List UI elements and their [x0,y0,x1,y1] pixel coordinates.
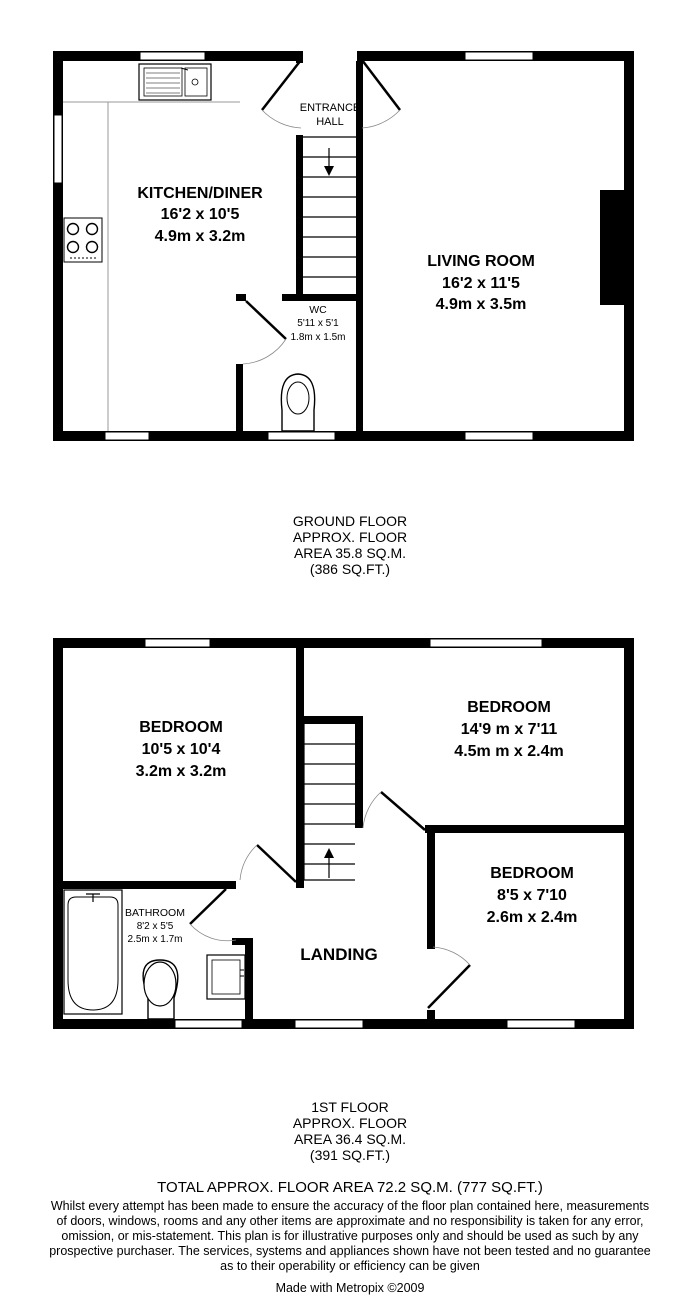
fireplace [600,190,624,305]
landing-label: LANDING [300,945,378,964]
ground-floor-caption-line: (386 SQ.FT.) [309,561,391,577]
basin-icon [207,955,245,999]
kitchen-metric: 4.9m x 3.2m [154,228,246,245]
ground-floor-plan [53,51,634,441]
first-floor-plan [53,638,634,1029]
toilet-icon [281,374,314,431]
wc-label: WC [309,304,327,316]
living-room-imperial: 16'2 x 11'5 [442,275,520,292]
disclaimer-line: of doors, windows, rooms and any other items are approximate and no responsibility is taken for any error, [56,1214,644,1228]
disclaimer [0,1199,700,1274]
bedroom3-metric: 2.6m x 2.4m [486,909,578,926]
bathroom-metric: 2.5m x 1.7m [127,934,183,945]
bathroom-label: BATHROOM [125,907,185,919]
bedroom2-metric: 4.5m m x 2.4m [454,743,564,760]
wc-imperial: 5'11 x 5'1 [297,318,339,329]
first-floor-walls [53,638,634,1029]
made-with-credit: Made with Metropix ©2009 [275,1281,425,1295]
wc-door [243,301,286,364]
disclaimer-line: omission, or mis-statement. This plan is for illustrative purposes only and should be used as such by any [61,1229,639,1243]
bedroom2-imperial: 14'9 m x 7'11 [460,721,558,738]
first-floor-caption-line: (391 SQ.FT.) [309,1147,391,1163]
ground-floor-caption [0,513,700,577]
first-floor-caption-line: 1ST FLOOR [311,1099,389,1115]
disclaimer-line: as to their operability or efficiency can be given [220,1259,480,1273]
kitchen-imperial: 16'2 x 10'5 [160,206,240,223]
disclaimer-line: Whilst every attempt has been made to ensure the accuracy of the floor plan contained here, measurements [50,1199,650,1213]
bedroom3-label: BEDROOM [490,865,574,882]
entrance-hall-label-1: ENTRANCE [299,102,361,114]
entrance-hall-label-2: HALL [316,116,344,128]
stair-arrow-down-icon [324,148,334,176]
bathtub-icon [64,890,122,1014]
ground-floor-caption-line: AREA 35.8 SQ.M. [293,545,407,561]
kitchen-counter [63,102,240,431]
disclaimer-line: prospective purchaser. The services, systems and appliances shown have not been tested and no guarantee [49,1244,651,1258]
stair-arrow-up-icon [324,848,334,878]
bedroom1-imperial: 10'5 x 10'4 [141,741,221,758]
living-room-label: LIVING ROOM [427,253,535,270]
living-room-metric: 4.9m x 3.5m [435,296,527,313]
ground-floor-caption-line: APPROX. FLOOR [292,529,408,545]
hob-icon [64,218,102,262]
first-floor-caption [0,1099,700,1163]
total-area: TOTAL APPROX. FLOOR AREA 72.2 SQ.M. (777 SQ.FT.) [157,1179,543,1196]
bedroom3-imperial: 8'5 x 7'10 [497,887,567,904]
first-floor-caption-line: APPROX. FLOOR [292,1115,408,1131]
wc-metric: 1.8m x 1.5m [290,332,346,343]
sink-icon [139,64,211,100]
ground-floor-caption-line: GROUND FLOOR [292,513,408,529]
bathroom-imperial: 8'2 x 5'5 [136,921,174,932]
first-floor-caption-line: AREA 36.4 SQ.M. [293,1131,407,1147]
first-toilet-icon [143,960,178,1019]
bedroom1-label: BEDROOM [139,719,223,736]
kitchen-label: KITCHEN/DINER [137,185,263,202]
bedroom1-metric: 3.2m x 3.2m [135,763,227,780]
bedroom2-label: BEDROOM [467,699,551,716]
